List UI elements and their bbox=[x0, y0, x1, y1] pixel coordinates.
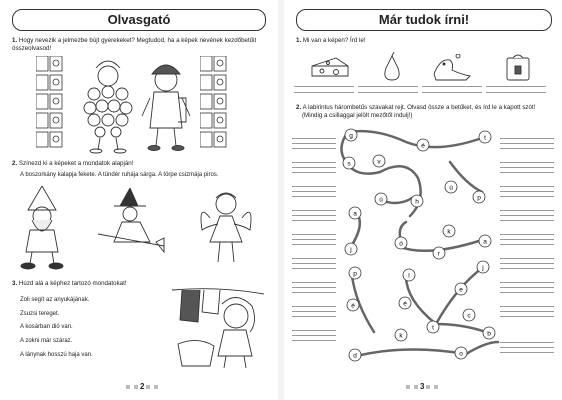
write-line[interactable] bbox=[500, 292, 554, 293]
write-line[interactable] bbox=[292, 196, 336, 197]
write-line[interactable] bbox=[292, 335, 336, 336]
svg-text:d: d bbox=[353, 352, 357, 360]
question-text: Színezd ki a képeket a mondatok alapján! bbox=[18, 160, 134, 167]
write-line[interactable] bbox=[500, 263, 554, 264]
maze-cell[interactable] bbox=[344, 242, 358, 256]
write-line[interactable] bbox=[500, 143, 554, 144]
svg-text:j: j bbox=[482, 264, 484, 272]
write-line[interactable] bbox=[500, 148, 554, 149]
write-line[interactable] bbox=[292, 306, 336, 307]
write-line[interactable] bbox=[292, 210, 336, 211]
write-line[interactable] bbox=[500, 282, 554, 283]
maze-cell[interactable] bbox=[402, 268, 416, 282]
question-number: 1. bbox=[296, 37, 302, 44]
svg-text:l: l bbox=[408, 272, 410, 280]
maze-cell[interactable] bbox=[426, 320, 440, 334]
write-line[interactable] bbox=[292, 143, 336, 144]
maze-cell[interactable] bbox=[432, 246, 446, 260]
write-line[interactable] bbox=[500, 239, 554, 240]
write-line[interactable] bbox=[500, 191, 554, 192]
maze-cell[interactable] bbox=[478, 130, 492, 144]
write-line[interactable] bbox=[500, 138, 554, 139]
maze-cell[interactable] bbox=[444, 180, 458, 194]
maze-cell[interactable] bbox=[416, 138, 430, 152]
acorn-costume-child-illustration bbox=[140, 58, 192, 154]
write-line[interactable] bbox=[500, 172, 554, 173]
letter-picture-grid-left bbox=[36, 56, 66, 150]
svg-text:ú: ú bbox=[449, 184, 453, 192]
maze-cell[interactable] bbox=[472, 190, 486, 204]
write-line[interactable] bbox=[500, 311, 554, 312]
write-line[interactable] bbox=[500, 196, 554, 197]
write-line[interactable] bbox=[500, 215, 554, 216]
svg-text:g: g bbox=[349, 132, 353, 140]
write-line[interactable] bbox=[292, 167, 336, 168]
maze-cell[interactable] bbox=[442, 224, 456, 238]
maze-cell[interactable] bbox=[394, 236, 408, 250]
svg-text:j: j bbox=[350, 246, 352, 254]
write-line[interactable] bbox=[292, 162, 336, 163]
write-line[interactable] bbox=[292, 292, 336, 293]
question-number: 2. bbox=[296, 104, 302, 111]
maze-paths bbox=[286, 128, 562, 368]
question-number: 2. bbox=[12, 160, 18, 167]
svg-text:é: é bbox=[403, 300, 407, 308]
svg-text:s: s bbox=[347, 160, 351, 168]
maze-cell[interactable] bbox=[478, 234, 492, 248]
write-line[interactable] bbox=[292, 287, 336, 288]
write-line[interactable] bbox=[358, 92, 418, 93]
witch-illustration bbox=[96, 188, 166, 258]
write-line[interactable] bbox=[500, 220, 554, 221]
page-title-left: Olvasgató bbox=[12, 9, 266, 31]
question-text: Hogy nevezik a jelmezbe bújt gyerekeket? Megtudod, ha a képek nevének kezdőbetűit összeolvasod! bbox=[12, 37, 257, 52]
question-text: Húzd alá a képhez tartozó mondatokat! bbox=[18, 280, 127, 287]
cheese-icon bbox=[310, 54, 350, 80]
question-text: A labirintus hárombetűs szavakat rejt. Olvasd össze a betűket, és írd le a kapott szót! bbox=[302, 104, 536, 111]
maze-cell[interactable] bbox=[454, 346, 468, 360]
write-line[interactable] bbox=[292, 148, 336, 149]
sentence-option[interactable]: A zokni már száraz. bbox=[20, 338, 73, 344]
write-line[interactable] bbox=[500, 234, 554, 235]
svg-text:r: r bbox=[437, 250, 441, 258]
svg-text:a: a bbox=[483, 238, 487, 246]
pear-icon bbox=[380, 52, 404, 82]
maze-cell[interactable] bbox=[410, 194, 424, 208]
svg-text:k: k bbox=[447, 228, 451, 236]
write-line[interactable] bbox=[292, 234, 336, 235]
svg-text:é: é bbox=[421, 142, 425, 150]
sentence-option[interactable]: A kosárban dió van. bbox=[20, 324, 73, 330]
write-line[interactable] bbox=[294, 92, 354, 93]
write-line[interactable] bbox=[500, 347, 554, 348]
write-line[interactable] bbox=[486, 92, 546, 93]
svg-text:t: t bbox=[484, 134, 486, 142]
girl-hanging-laundry-illustration bbox=[168, 282, 268, 374]
svg-text:t: t bbox=[432, 324, 434, 332]
write-line[interactable] bbox=[292, 244, 336, 245]
svg-text:é: é bbox=[351, 302, 355, 310]
question-hint: (Mindig a csillaggal jelölt mezőtől indulj!) bbox=[302, 112, 413, 119]
question-2 bbox=[12, 160, 267, 168]
dwarf-illustration bbox=[18, 186, 66, 270]
write-line[interactable] bbox=[292, 311, 336, 312]
maze-cell[interactable] bbox=[348, 266, 362, 280]
write-line[interactable] bbox=[292, 172, 336, 173]
svg-text:k: k bbox=[399, 332, 403, 340]
page-gutter bbox=[278, 0, 284, 400]
maze-cell[interactable] bbox=[344, 128, 358, 142]
question-number: 3. bbox=[12, 280, 18, 287]
write-line[interactable] bbox=[500, 162, 554, 163]
write-line[interactable] bbox=[294, 86, 354, 87]
question-1-right bbox=[296, 37, 551, 45]
write-line[interactable] bbox=[292, 186, 336, 187]
write-line[interactable] bbox=[500, 268, 554, 269]
svg-text:e: e bbox=[459, 286, 463, 294]
write-line[interactable] bbox=[292, 138, 336, 139]
page-number-left: 2 bbox=[124, 382, 160, 391]
write-line[interactable] bbox=[486, 86, 546, 87]
svg-text:o: o bbox=[459, 350, 463, 358]
svg-text:h: h bbox=[415, 198, 419, 206]
write-line[interactable] bbox=[500, 342, 554, 343]
write-line[interactable] bbox=[422, 86, 482, 87]
question-1 bbox=[12, 37, 267, 53]
fruit-costume-child-illustration bbox=[78, 54, 138, 154]
maze-cell[interactable] bbox=[348, 206, 362, 220]
write-line[interactable] bbox=[292, 215, 336, 216]
write-line[interactable] bbox=[500, 352, 554, 353]
write-line[interactable] bbox=[500, 244, 554, 245]
write-line[interactable] bbox=[292, 239, 336, 240]
write-line[interactable] bbox=[358, 86, 418, 87]
svg-text:c: c bbox=[467, 312, 471, 320]
page-number-right: 3 bbox=[404, 382, 440, 391]
write-line[interactable] bbox=[500, 287, 554, 288]
maze-cell[interactable] bbox=[374, 192, 388, 206]
page-title-right: Már tudok írni! bbox=[296, 9, 552, 31]
left-page bbox=[0, 0, 276, 400]
svg-text:p: p bbox=[353, 270, 357, 278]
coloring-sentences: A boszorkány kalapja fekete. A tündér ruhája sárga. A törpe csizmája piros. bbox=[20, 172, 219, 178]
write-line[interactable] bbox=[292, 282, 336, 283]
sentence-option[interactable]: Zsuzsi tereget. bbox=[20, 311, 60, 317]
maze-cell[interactable] bbox=[454, 282, 468, 296]
maze-cell[interactable] bbox=[394, 328, 408, 342]
sentence-option[interactable]: A lánynak hosszú haja van. bbox=[20, 352, 93, 358]
write-line[interactable] bbox=[500, 167, 554, 168]
write-line[interactable] bbox=[292, 268, 336, 269]
svg-text:b: b bbox=[487, 330, 491, 338]
maze-cell[interactable] bbox=[372, 154, 386, 168]
fairy-illustration bbox=[196, 186, 258, 270]
write-line[interactable] bbox=[500, 210, 554, 211]
svg-text:ú: ú bbox=[379, 196, 383, 204]
write-line[interactable] bbox=[292, 258, 336, 259]
maze-cell[interactable] bbox=[462, 308, 476, 322]
write-line[interactable] bbox=[500, 316, 554, 317]
write-line[interactable] bbox=[292, 220, 336, 221]
svg-text:p: p bbox=[477, 194, 481, 202]
seal-icon bbox=[430, 54, 474, 82]
write-line[interactable] bbox=[500, 186, 554, 187]
letter-picture-grid-right bbox=[200, 56, 230, 150]
maze-cell[interactable] bbox=[476, 260, 490, 274]
write-line[interactable] bbox=[292, 340, 336, 341]
maze-cell[interactable] bbox=[342, 156, 356, 170]
maze-cell[interactable] bbox=[482, 326, 496, 340]
svg-text:ó: ó bbox=[399, 240, 403, 248]
svg-text:a: a bbox=[353, 210, 357, 218]
maze-cell[interactable] bbox=[398, 296, 412, 310]
write-line[interactable] bbox=[292, 191, 336, 192]
write-line[interactable] bbox=[422, 92, 482, 93]
sentence-option[interactable]: Zoli segít az anyukájának. bbox=[20, 297, 90, 303]
bag-icon bbox=[504, 52, 532, 82]
maze-cell[interactable] bbox=[348, 348, 362, 362]
write-line[interactable] bbox=[500, 306, 554, 307]
question-text: Mi van a képen? Írd le! bbox=[302, 37, 366, 44]
write-line[interactable] bbox=[292, 263, 336, 264]
question-number: 1. bbox=[12, 37, 18, 44]
svg-text:v: v bbox=[377, 158, 381, 166]
write-line[interactable] bbox=[292, 316, 336, 317]
write-line[interactable] bbox=[292, 330, 336, 331]
maze-cell[interactable] bbox=[346, 298, 360, 312]
question-2-right bbox=[296, 104, 551, 120]
right-page bbox=[286, 0, 562, 400]
write-line[interactable] bbox=[500, 258, 554, 259]
